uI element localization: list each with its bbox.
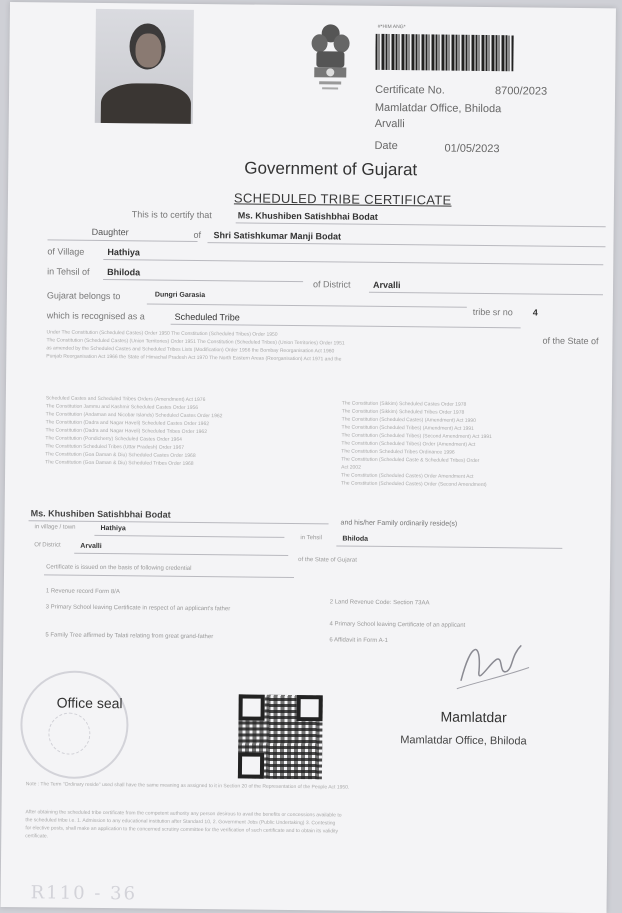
village: Hathiya	[107, 247, 140, 258]
basis-text: Certificate is issued on the basis of following credential	[46, 564, 192, 572]
office-seal-label: Office seal	[56, 694, 123, 712]
state-emblem-icon	[307, 21, 354, 97]
recognised-as: Scheduled Tribe	[174, 311, 240, 323]
issue-date: 01/05/2023	[444, 142, 500, 156]
certificate-page	[1, 2, 616, 913]
footer-taluka: Bhiloda	[342, 535, 369, 543]
footer-district: Arvalli	[80, 542, 102, 550]
taluka: Bhiloda	[107, 267, 141, 278]
date-label: Date	[374, 139, 398, 153]
certificate-no: 8700/2023	[495, 85, 548, 98]
barcode-caption: #*HIM ANG*	[377, 23, 406, 31]
barcode	[375, 34, 513, 71]
tribe-no: 4	[532, 307, 538, 318]
tribe-name: Dungri Garasia	[154, 291, 206, 300]
credential-3: 3 Primary School leaving Certificate in respect of an applicant's father	[45, 604, 231, 613]
credential-2: 2 Land Revenue Code: Section 73AA	[329, 599, 430, 607]
credential-6: 6 Affidavit in Form A-1	[329, 637, 388, 644]
government-title: Government of Gujarat	[244, 158, 418, 180]
applicant-photo	[95, 9, 194, 124]
resides-text: and his/her Family ordinarily reside(s)	[340, 519, 458, 528]
signature	[451, 631, 532, 692]
office-line-1: Mamlatdar Office, Bhiloda	[374, 101, 502, 116]
of-label: of	[193, 229, 202, 241]
legal-orders-right: The Constitution (Sikkim) Scheduled Castes Order 1978 The Constitution (Sikkim) Scheduled Tribes Order 1978 The Constitution (Scheduled Castes) (Amendment) Act 1990 The Constitution (Scheduled Tribes) (Amendment) Act 1991 The Constitution (Scheduled Tribes) (Second Amendment) Act 1991 The Constitution (Scheduled Tribes) Order (Amendment) Act The Constitution Scheduled Tribes Ordinance 1996 The Constitution (Scheduled Caste & Scheduled Tribes) Order Act 2002 The Constitution (Scheduled Castes) Order Amendment Act The Constitution (Scheduled Castes) Order (Second Amendment)	[340, 400, 492, 489]
qr-code	[238, 694, 323, 779]
certificate-no-label: Certificate No.	[375, 83, 445, 97]
legal-orders-text: Under The Constitution (Scheduled Castes) Order 1950 The Constitution (Scheduled Tribes) Order 1950 The Constitution (Scheduled Castes) (Union Territories) Order 1951 The Constitution (Scheduled Tribes) (Union Territories) Order 1951 as amended by the Scheduled Castes and Scheduled Tribes Lists (Modification) Order 1956 the Bombay Reorganisation Act 1960 Punjab Reorganisation Act 1966 the State of Himachal Pradesh Act 1970 The North Eastern Areas (Reorganisation) Act 1971 and the	[46, 329, 345, 363]
footer-holder-name: Ms. Khushiben Satishbhai Bodat	[30, 508, 171, 520]
footer-village: Hathiya	[100, 524, 126, 533]
relation: Daughter	[91, 226, 129, 238]
office-line-2: Arvalli	[374, 117, 405, 131]
mamlatdar-title: Mamlatdar	[440, 708, 507, 726]
legal-orders-left: Scheduled Castes and Scheduled Tribes Orders (Amendment) Act 1976 The Constitution Jammu and Kashmir Scheduled Castes Order 1956 The Constitution (Andaman and Nicobar Islands) Scheduled Castes Order 1962 The Constitution (Dadra and Nagar Haveli) Scheduled Castes Order 1962 The Constitution (Dadra and Nagar Haveli) Scheduled Tribes Order 1962 The Constitution (Pondicherry) Scheduled Castes Order 1964 The Constitution Scheduled Tribes (Uttar Pradesh) Order 1967 The Constitution (Goa Daman & Diu) Scheduled Castes Order 1968 The Constitution (Goa Daman & Diu) Scheduled Tribes Order 1968	[45, 395, 223, 467]
village-label: of Village	[47, 246, 85, 257]
handwritten-note: R110 - 36	[30, 882, 138, 905]
footer-taluka-label: in Tehsil	[300, 535, 323, 542]
parent-name: Shri Satishkumar Manji Bodat	[213, 230, 342, 242]
seal-emblem-icon	[48, 712, 90, 754]
recognised-label: which is recognised as a	[46, 310, 145, 322]
credential-5: 5 Family Tree affirmed by Talati relating from great grand-father	[45, 632, 214, 641]
credential-4: 4 Primary School leaving Certificate of an applicant	[329, 621, 466, 629]
district-label: of District	[313, 279, 351, 290]
certify-text: This is to certify that	[131, 209, 212, 221]
mamlatdar-office: Mamlatdar Office, Bhiloda	[400, 734, 527, 748]
belongs-label: Gujarat belongs to	[46, 290, 121, 302]
note-text: Note : The Term "Ordinary reside" used shall have the same meaning as assigned to it in Section 20 of the Representation of the People Act 1950.	[25, 781, 350, 791]
footer-state-label: of the State of Gujarat	[298, 557, 357, 564]
state-of-label: of the State of	[542, 335, 599, 347]
tribe-no-label: tribe sr no	[472, 306, 513, 318]
credential-1: 1 Revenue record Form 8/A	[45, 588, 120, 596]
district: Arvalli	[373, 279, 401, 291]
taluka-label: in Tehsil of	[47, 266, 90, 277]
instructions-text: After obtaining the scheduled tribe certificate from the competent authority any person desirous to avail the benefits or concessions available to the scheduled tribe i.e. 1. Admission to any educational institution after Standard 10, 2. Government Jobs (Public Undertaking) 3. Contesting for elective posts, shall make an application to the concerned scrutiny committee for the verification of such certificate and to obtain its validity certificate.	[25, 809, 342, 840]
footer-village-label: in village / town	[34, 524, 76, 531]
footer-district-label: Of District	[34, 542, 61, 549]
holder-name: Ms. Khushiben Satishbhai Bodat	[237, 210, 378, 222]
certificate-title: SCHEDULED TRIBE CERTIFICATE	[233, 190, 452, 208]
